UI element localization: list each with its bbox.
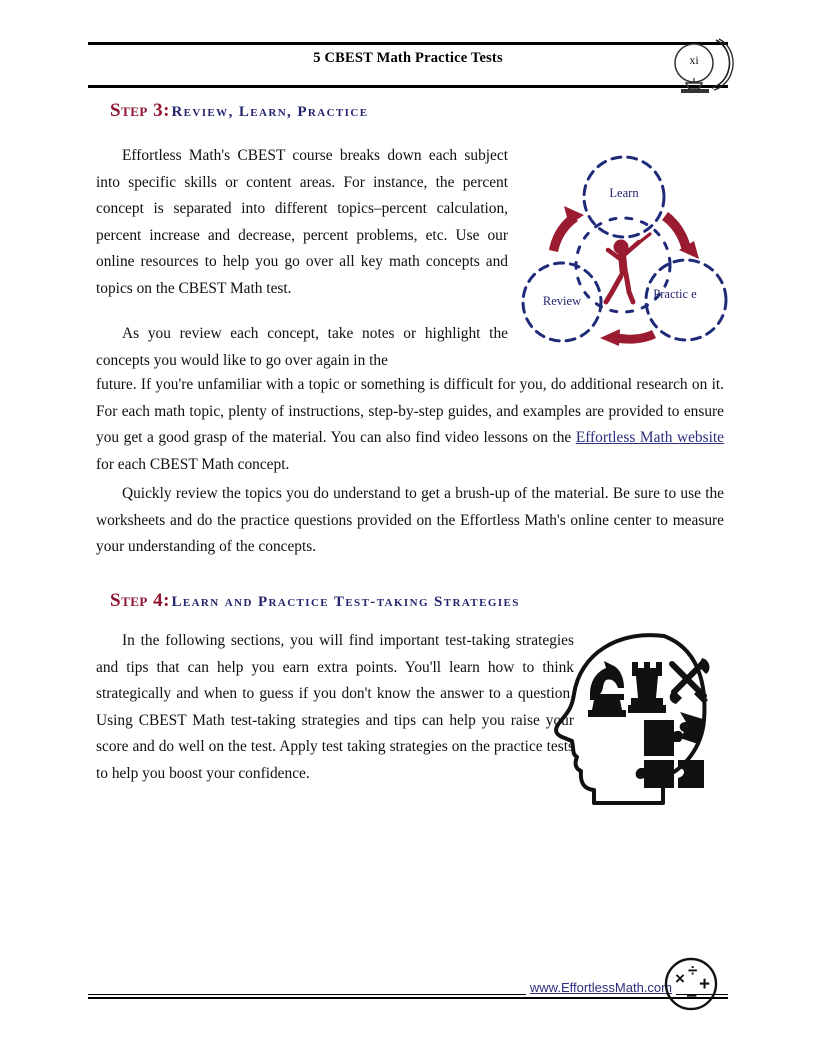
header-title: 5 CBEST Math Practice Tests — [313, 50, 503, 66]
page-footer — [88, 980, 728, 1008]
paragraph-2-start: As you review each concept, take notes or highlight the concepts you would like to go over again in the — [96, 325, 508, 369]
chess-knight-icon — [588, 661, 626, 717]
paragraph-1: Effortless Math's CBEST course breaks down each subject into specific skills or content areas. For instance, the percent concept is separated into different topics–percent calculation, percent increase and decrease, percent problems, etc. Use our online resources to help you go over all key math concepts and topics on the CBEST Math test. — [96, 147, 508, 297]
plus-symbol: + — [699, 974, 711, 995]
learn-label: Learn — [609, 186, 639, 200]
person-swinging-icon — [606, 234, 650, 302]
practice-label: Practic e — [653, 287, 697, 301]
header-rule-bottom — [88, 85, 728, 88]
step3-label: Step 3 — [110, 100, 164, 121]
effortless-math-logo — [662, 956, 720, 1012]
page-number: xi — [689, 53, 699, 67]
review-label: Review — [542, 294, 582, 308]
step4-heading — [110, 590, 520, 612]
page-header — [88, 42, 728, 88]
step4-label: Step 4 — [110, 590, 164, 611]
step4-title: Learn and Practice Test-taking Strategies — [171, 594, 520, 610]
step3-heading — [110, 100, 368, 122]
paragraph-2-continued — [96, 372, 724, 478]
step3-title: Review, Learn, Practice — [171, 104, 369, 120]
thinking-head-icon — [546, 628, 722, 814]
globe-icon — [672, 34, 738, 96]
paragraph-3: Quickly review the topics you do understand to get a brush-up of the material. Be sure to use the worksheets and do the practice questions provided on the Effortless Math's online center to measure your understanding of the concepts. — [96, 485, 724, 555]
arrow-practice-to-review — [600, 329, 656, 346]
arrow-review-to-learn — [549, 206, 584, 252]
multiply-symbol: × — [675, 969, 685, 988]
step4-colon: : — [163, 590, 170, 611]
minus-symbol: − — [686, 986, 698, 1007]
paragraph-2-text-a: future. If you're unfamiliar with a topic or something is difficult for you, do additional research on it. For each math topic, plenty of instructions, step-by-step guides, and examples are provided to ensure you get a good grasp of the material. You can also find video lessons on the — [96, 376, 724, 446]
paragraph-4: In the following sections, you will find important test-taking strategies and tips that can help you earn extra points. You'll learn how to think strategically and when to guess if you don't know the answer to a question. Using CBEST Math test-taking strategies and tips can help you raise your score and do well on the test. Apply test taking strategies on the practice tests to help you boost your confidence. — [96, 632, 574, 782]
chess-rook-icon — [628, 662, 666, 713]
website-link[interactable]: www.EffortlessMath.com — [526, 980, 676, 995]
step3-colon: : — [163, 100, 170, 121]
header-rule-top — [88, 42, 728, 45]
paragraph-2-text-b: for each CBEST Math concept. — [96, 455, 290, 473]
arrow-learn-to-practice — [662, 212, 699, 259]
divide-symbol: ÷ — [688, 961, 698, 980]
effortless-math-website-link[interactable]: Effortless Math website — [575, 429, 724, 446]
learn-review-practice-diagram — [516, 142, 732, 360]
